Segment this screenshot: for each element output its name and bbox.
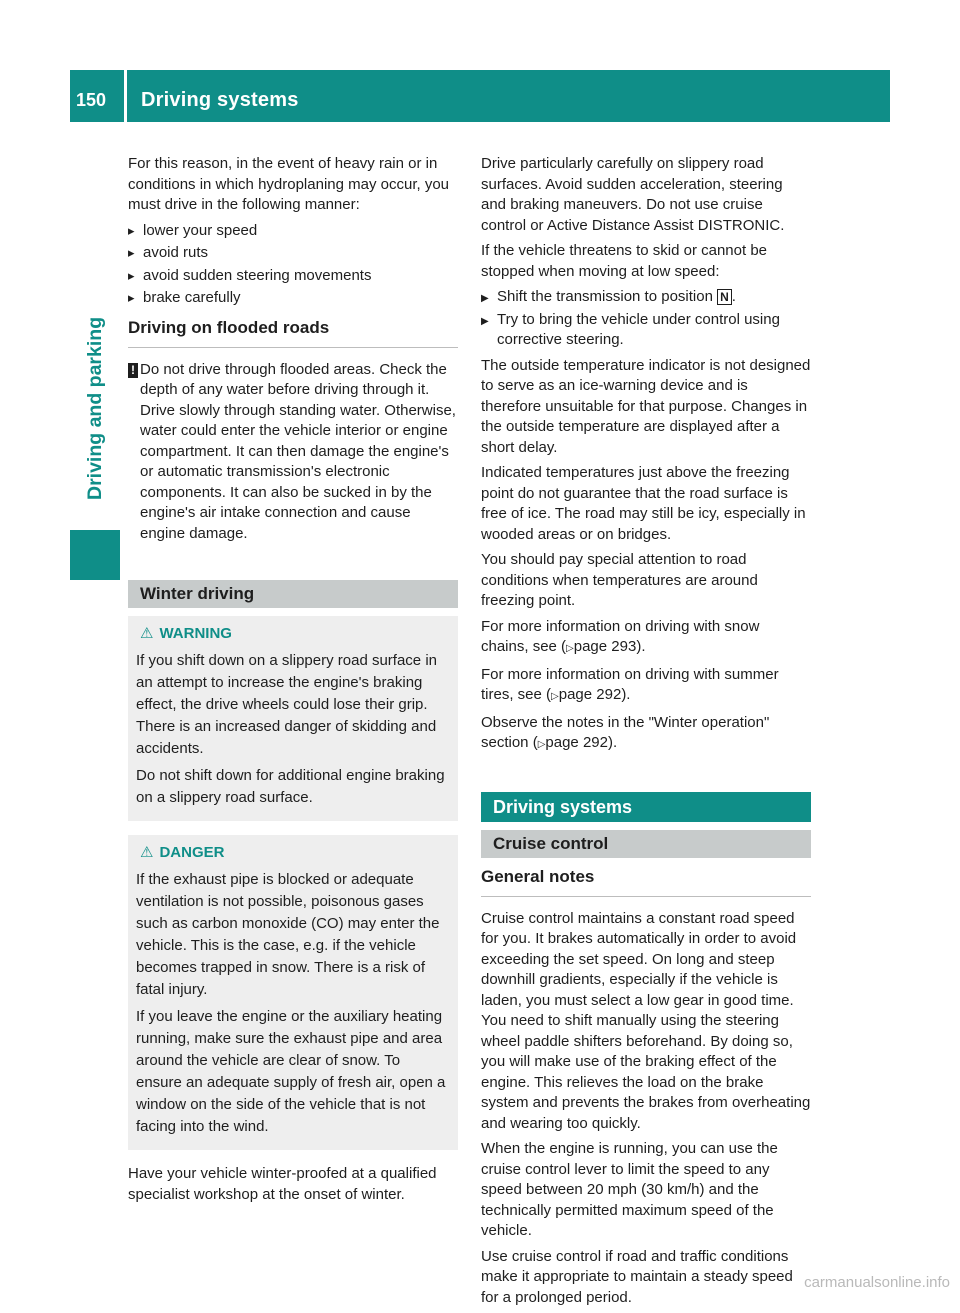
danger-text: If the exhaust pipe is blocked or adequate ventilation is not possible, poisonous gases such as carbon monoxide (CO) may enter the vehicle. This is the case, e.g. if the vehicle becomes trapped in snow. There is a risk of fatal injury. [136, 871, 440, 998]
winter-operation-paragraph: Observe the notes in the "Winter operation" section (▷page 292). [481, 713, 770, 751]
danger-box [128, 835, 458, 1150]
skid-paragraph: If the vehicle threatens to skid or cannot be stopped when moving at low speed: [481, 242, 768, 280]
watermark: carmanualsonline.info [804, 1274, 950, 1291]
exclamation-icon: ! [128, 363, 138, 378]
side-tab-label: Driving and parking [84, 316, 106, 500]
page-reference-icon: ▷ [537, 739, 546, 750]
warning-text: If you shift down on a slippery road surface in an attempt to increase the engine's braking effect, the drive wheels could lose their grip. There is an increased danger of skidding and accidents. [136, 652, 437, 757]
cruise-paragraph: Cruise control maintains a constant road speed for you. It brakes automatically in order to avoid exceeding the set speed. On long and steep downhill gradients, especially if the vehicle is laden, you must select a low gear in good time. You need to shift manually using the steering wheel paddle shifters beforehand. By doing so, you will make use of the braking effect of the engine. This relieves the load on the brake system and prevents the brakes from overheating and wearing too quickly. [481, 909, 811, 1132]
list-item: ▸ avoid sudden steering movements [128, 266, 458, 287]
page-reference-link[interactable]: page 292 [545, 734, 608, 751]
warning-label: WARNING [159, 625, 232, 642]
winter-driving-heading: Winter driving [128, 580, 458, 608]
warning-header [140, 624, 450, 644]
notice-text: Do not drive through flooded areas. Check the depth of any water before driving through it. Drive slowly through standing water. Otherwise, water could enter the vehicle interior or engine compartment. It can then damage the engine's or automatic transmission's electronic components. It can also be sucked in by the engine's air intake connection and cause engine damage. [140, 360, 456, 542]
intro-paragraph: For this reason, in the event of heavy rain or in conditions in which hydroplaning may occur, you must drive in the following manner: [128, 155, 450, 213]
page-reference-icon: ▷ [551, 691, 559, 702]
summer-tires-paragraph: For more information on driving with summer tires, see (▷page 292). [481, 665, 779, 703]
flooded-roads-heading: Driving on flooded roads [128, 317, 458, 348]
road-conditions-paragraph: You should pay special attention to road conditions when temperatures are around freezing point. [481, 551, 758, 609]
danger-label: DANGER [159, 844, 225, 861]
freezing-paragraph: Indicated temperatures just above the freezing point do not guarantee that the road surface is free of ice. The road may still be icy, especially in wooded areas or on bridges. [481, 464, 806, 543]
driving-manner-list [128, 221, 458, 309]
driving-systems-heading: Driving systems [481, 792, 811, 822]
warning-box [128, 616, 458, 821]
danger-triangle-icon: ⚠ [140, 844, 154, 861]
list-item: ▸ brake carefully [128, 288, 458, 309]
page-reference-icon: ▷ [566, 643, 574, 654]
list-item: ▸ avoid ruts [128, 243, 458, 264]
snow-chains-paragraph: For more information on driving with snow chains, see (▷page 293). [481, 617, 760, 655]
list-item: ▸ lower your speed [128, 221, 458, 242]
page-number: 150 [76, 90, 107, 110]
warning-triangle-icon: ⚠ [140, 625, 154, 642]
slippery-paragraph: Drive particularly carefully on slippery road surfaces. Avoid sudden acceleration, steering and braking maneuvers. Do not use cruise control or Active Distance Assist DISTRONIC. [481, 155, 785, 234]
side-tab-marker [70, 530, 120, 580]
left-column [128, 154, 458, 1210]
step-item: ▶ Try to bring the vehicle under control using corrective steering. [481, 310, 811, 351]
warning-text: Do not shift down for additional engine braking on a slippery road surface. [136, 767, 445, 806]
header-title: Driving systems [141, 89, 299, 111]
cruise-paragraph: When the engine is running, you can use the cruise control lever to limit the speed to any speed between 20 mph (30 km/h) and the technically permitted maximum speed of the vehicle. [481, 1140, 778, 1239]
cruise-paragraph: Use cruise control if road and traffic conditions make it appropriate to maintain a steady speed for a prolonged period. [481, 1247, 793, 1306]
cruise-control-heading: Cruise control [481, 830, 811, 858]
header-separator [124, 70, 127, 122]
page-reference-link[interactable]: page 292 [558, 686, 622, 703]
temperature-paragraph: The outside temperature indicator is not designed to serve as an ice-warning device and is therefore unsuitable for that purpose. Changes in the outside temperature are displayed after a short delay. [481, 356, 811, 456]
danger-header [140, 843, 450, 863]
page-reference-link[interactable]: page 293 [573, 638, 637, 655]
skid-steps [481, 287, 811, 351]
winter-proof-paragraph: Have your vehicle winter-proofed at a qualified specialist workshop at the onset of winter. [128, 1165, 437, 1203]
right-column [481, 154, 811, 1313]
flooded-notice [128, 360, 458, 545]
neutral-position-icon: N [717, 289, 732, 305]
danger-text: If you leave the engine or the auxiliary heating running, make sure the exhaust pipe and area around the vehicle are clear of snow. To ensure an adequate supply of fresh air, open a window on the side of the vehicle that is not facing into the wind. [136, 1008, 446, 1135]
step-item: ▶ Shift the transmission to position N . [481, 287, 811, 308]
general-notes-heading: General notes [481, 866, 811, 897]
